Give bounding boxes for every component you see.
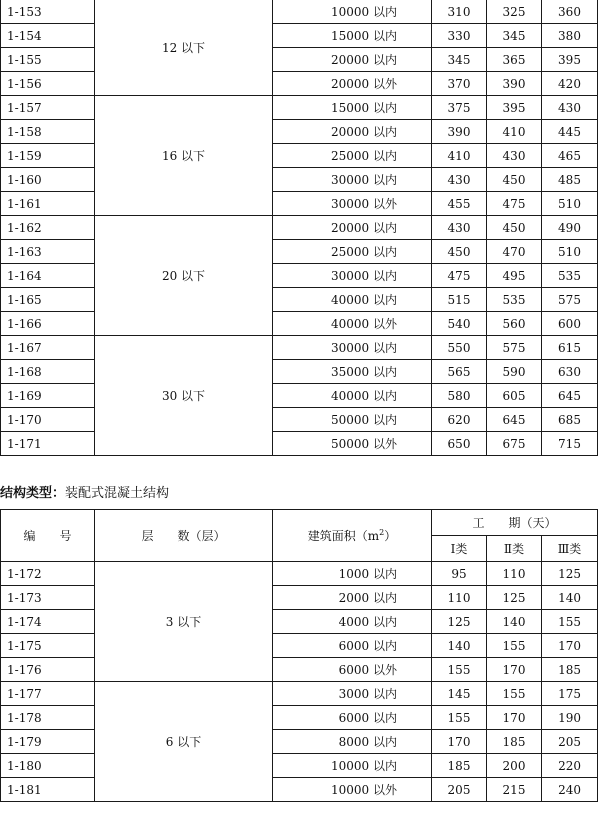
row-days-class-1: 155 <box>432 706 487 730</box>
row-area: 6000 以内 <box>273 634 432 658</box>
row-days-class-1: 345 <box>432 48 487 72</box>
row-code: 1-168 <box>1 360 95 384</box>
row-area: 20000 以内 <box>273 120 432 144</box>
row-area: 20000 以内 <box>273 216 432 240</box>
table-row <box>1 192 598 216</box>
row-days-class-3: 575 <box>542 288 598 312</box>
row-days-class-2: 560 <box>487 312 542 336</box>
header-period: 工 期（天） <box>432 510 598 536</box>
row-area: 50000 以内 <box>273 408 432 432</box>
row-days-class-3: 380 <box>542 24 598 48</box>
row-days-class-3: 715 <box>542 432 598 456</box>
table-row <box>1 144 598 168</box>
row-floors: 16 以下 <box>95 96 273 216</box>
row-days-class-3: 175 <box>542 682 598 706</box>
header-class-1: Ⅰ类 <box>432 536 487 562</box>
table-row <box>1 216 598 240</box>
row-days-class-2: 535 <box>487 288 542 312</box>
table-row <box>1 682 598 706</box>
row-area: 6000 以外 <box>273 658 432 682</box>
table-row <box>1 408 598 432</box>
row-area: 4000 以内 <box>273 610 432 634</box>
row-code: 1-153 <box>1 0 95 24</box>
row-area: 6000 以内 <box>273 706 432 730</box>
table-row <box>1 730 598 754</box>
table-row <box>1 336 598 360</box>
row-days-class-3: 445 <box>542 120 598 144</box>
row-days-class-2: 215 <box>487 778 542 802</box>
table-row <box>1 432 598 456</box>
row-code: 1-181 <box>1 778 95 802</box>
row-days-class-2: 325 <box>487 0 542 24</box>
row-days-class-1: 650 <box>432 432 487 456</box>
row-floors: 3 以下 <box>95 562 273 682</box>
row-days-class-2: 395 <box>487 96 542 120</box>
row-days-class-1: 540 <box>432 312 487 336</box>
row-days-class-1: 145 <box>432 682 487 706</box>
row-days-class-3: 240 <box>542 778 598 802</box>
row-days-class-2: 410 <box>487 120 542 144</box>
table-row <box>1 24 598 48</box>
row-code: 1-155 <box>1 48 95 72</box>
row-code: 1-161 <box>1 192 95 216</box>
row-days-class-1: 125 <box>432 610 487 634</box>
row-days-class-1: 110 <box>432 586 487 610</box>
row-days-class-3: 630 <box>542 360 598 384</box>
row-days-class-2: 470 <box>487 240 542 264</box>
row-days-class-2: 450 <box>487 168 542 192</box>
table-row <box>1 658 598 682</box>
row-days-class-2: 140 <box>487 610 542 634</box>
row-code: 1-173 <box>1 586 95 610</box>
row-area: 25000 以内 <box>273 144 432 168</box>
row-days-class-2: 575 <box>487 336 542 360</box>
row-days-class-1: 155 <box>432 658 487 682</box>
row-area: 25000 以内 <box>273 240 432 264</box>
row-code: 1-171 <box>1 432 95 456</box>
row-days-class-3: 360 <box>542 0 598 24</box>
table-row <box>1 384 598 408</box>
row-days-class-3: 190 <box>542 706 598 730</box>
row-area: 30000 以内 <box>273 168 432 192</box>
row-floors: 30 以下 <box>95 336 273 456</box>
table-row <box>1 312 598 336</box>
row-days-class-1: 455 <box>432 192 487 216</box>
row-days-class-3: 125 <box>542 562 598 586</box>
row-area: 8000 以内 <box>273 730 432 754</box>
header-area <box>273 510 432 562</box>
row-area: 40000 以外 <box>273 312 432 336</box>
row-days-class-3: 395 <box>542 48 598 72</box>
table-row <box>1 72 598 96</box>
row-days-class-3: 615 <box>542 336 598 360</box>
row-code: 1-154 <box>1 24 95 48</box>
row-days-class-2: 185 <box>487 730 542 754</box>
table-row <box>1 240 598 264</box>
row-days-class-3: 490 <box>542 216 598 240</box>
row-area: 10000 以内 <box>273 754 432 778</box>
row-area: 2000 以内 <box>273 586 432 610</box>
row-code: 1-176 <box>1 658 95 682</box>
row-days-class-3: 510 <box>542 192 598 216</box>
row-area: 20000 以外 <box>273 72 432 96</box>
row-days-class-1: 515 <box>432 288 487 312</box>
row-days-class-1: 205 <box>432 778 487 802</box>
row-days-class-2: 365 <box>487 48 542 72</box>
row-days-class-2: 125 <box>487 586 542 610</box>
row-days-class-3: 155 <box>542 610 598 634</box>
header-code: 编 号 <box>1 510 95 562</box>
row-days-class-2: 170 <box>487 706 542 730</box>
row-days-class-2: 645 <box>487 408 542 432</box>
row-days-class-1: 580 <box>432 384 487 408</box>
row-days-class-3: 465 <box>542 144 598 168</box>
structure-type-heading <box>0 486 169 502</box>
duration-table-prefab <box>0 509 598 802</box>
header-area-sup: 2 <box>379 528 385 537</box>
table-row <box>1 48 598 72</box>
row-days-class-2: 590 <box>487 360 542 384</box>
table-row <box>1 120 598 144</box>
table-row <box>1 96 598 120</box>
table-row <box>1 168 598 192</box>
header-area-prefix: 建筑面积（m <box>307 529 380 543</box>
row-code: 1-180 <box>1 754 95 778</box>
duration-table-prefab-body <box>1 562 598 802</box>
row-days-class-3: 600 <box>542 312 598 336</box>
row-days-class-3: 420 <box>542 72 598 96</box>
row-days-class-2: 475 <box>487 192 542 216</box>
row-days-class-1: 475 <box>432 264 487 288</box>
row-code: 1-156 <box>1 72 95 96</box>
row-days-class-1: 375 <box>432 96 487 120</box>
table-row <box>1 706 598 730</box>
row-code: 1-172 <box>1 562 95 586</box>
row-days-class-1: 430 <box>432 168 487 192</box>
row-days-class-2: 675 <box>487 432 542 456</box>
row-days-class-3: 485 <box>542 168 598 192</box>
row-days-class-2: 155 <box>487 634 542 658</box>
row-days-class-1: 550 <box>432 336 487 360</box>
row-days-class-3: 220 <box>542 754 598 778</box>
row-days-class-3: 430 <box>542 96 598 120</box>
row-area: 10000 以外 <box>273 778 432 802</box>
table-row <box>1 610 598 634</box>
table-row <box>1 288 598 312</box>
duration-table-continued-body <box>1 0 598 456</box>
row-area: 35000 以内 <box>273 360 432 384</box>
row-area: 40000 以内 <box>273 384 432 408</box>
row-days-class-3: 535 <box>542 264 598 288</box>
table-row <box>1 634 598 658</box>
row-code: 1-175 <box>1 634 95 658</box>
row-days-class-3: 185 <box>542 658 598 682</box>
row-days-class-2: 605 <box>487 384 542 408</box>
row-days-class-2: 390 <box>487 72 542 96</box>
row-days-class-1: 95 <box>432 562 487 586</box>
row-days-class-2: 345 <box>487 24 542 48</box>
table-row <box>1 586 598 610</box>
row-area: 30000 以内 <box>273 264 432 288</box>
row-area: 15000 以内 <box>273 24 432 48</box>
table-row <box>1 778 598 802</box>
table-row <box>1 360 598 384</box>
row-days-class-1: 565 <box>432 360 487 384</box>
row-days-class-3: 645 <box>542 384 598 408</box>
row-code: 1-159 <box>1 144 95 168</box>
row-days-class-1: 140 <box>432 634 487 658</box>
table-row <box>1 0 598 24</box>
row-days-class-1: 330 <box>432 24 487 48</box>
header-class-3: Ⅲ类 <box>542 536 598 562</box>
row-code: 1-158 <box>1 120 95 144</box>
row-days-class-1: 620 <box>432 408 487 432</box>
row-area: 30000 以外 <box>273 192 432 216</box>
row-area: 15000 以内 <box>273 96 432 120</box>
row-days-class-2: 200 <box>487 754 542 778</box>
row-days-class-3: 170 <box>542 634 598 658</box>
row-area: 20000 以内 <box>273 48 432 72</box>
row-code: 1-163 <box>1 240 95 264</box>
row-days-class-1: 390 <box>432 120 487 144</box>
row-code: 1-167 <box>1 336 95 360</box>
row-code: 1-160 <box>1 168 95 192</box>
row-days-class-2: 170 <box>487 658 542 682</box>
row-area: 10000 以内 <box>273 0 432 24</box>
row-area: 3000 以内 <box>273 682 432 706</box>
row-code: 1-178 <box>1 706 95 730</box>
row-days-class-2: 430 <box>487 144 542 168</box>
structure-type-colon: ： <box>52 486 66 501</box>
table-row <box>1 562 598 586</box>
row-days-class-2: 155 <box>487 682 542 706</box>
row-days-class-1: 370 <box>432 72 487 96</box>
row-code: 1-157 <box>1 96 95 120</box>
structure-type-value: 装配式混凝土结构 <box>65 486 170 501</box>
row-floors: 6 以下 <box>95 682 273 802</box>
row-code: 1-179 <box>1 730 95 754</box>
row-floors: 20 以下 <box>95 216 273 336</box>
duration-table-header <box>1 510 598 562</box>
row-area: 30000 以内 <box>273 336 432 360</box>
row-days-class-3: 685 <box>542 408 598 432</box>
header-area-suffix: ） <box>384 529 397 543</box>
row-area: 50000 以外 <box>273 432 432 456</box>
structure-type-label: 结构类型 <box>0 486 53 501</box>
row-code: 1-169 <box>1 384 95 408</box>
row-days-class-2: 110 <box>487 562 542 586</box>
header-class-2: Ⅱ类 <box>487 536 542 562</box>
row-days-class-1: 170 <box>432 730 487 754</box>
row-days-class-2: 495 <box>487 264 542 288</box>
row-area: 1000 以内 <box>273 562 432 586</box>
row-area: 40000 以内 <box>273 288 432 312</box>
table-row <box>1 754 598 778</box>
row-days-class-2: 450 <box>487 216 542 240</box>
row-days-class-3: 205 <box>542 730 598 754</box>
row-code: 1-170 <box>1 408 95 432</box>
row-days-class-1: 185 <box>432 754 487 778</box>
row-days-class-1: 410 <box>432 144 487 168</box>
row-days-class-3: 140 <box>542 586 598 610</box>
row-code: 1-166 <box>1 312 95 336</box>
row-code: 1-174 <box>1 610 95 634</box>
row-days-class-1: 310 <box>432 0 487 24</box>
row-days-class-1: 430 <box>432 216 487 240</box>
table-row <box>1 264 598 288</box>
row-code: 1-165 <box>1 288 95 312</box>
row-code: 1-162 <box>1 216 95 240</box>
row-code: 1-164 <box>1 264 95 288</box>
row-floors: 12 以下 <box>95 0 273 96</box>
header-floors: 层 数（层） <box>95 510 273 562</box>
row-days-class-3: 510 <box>542 240 598 264</box>
row-code: 1-177 <box>1 682 95 706</box>
row-days-class-1: 450 <box>432 240 487 264</box>
